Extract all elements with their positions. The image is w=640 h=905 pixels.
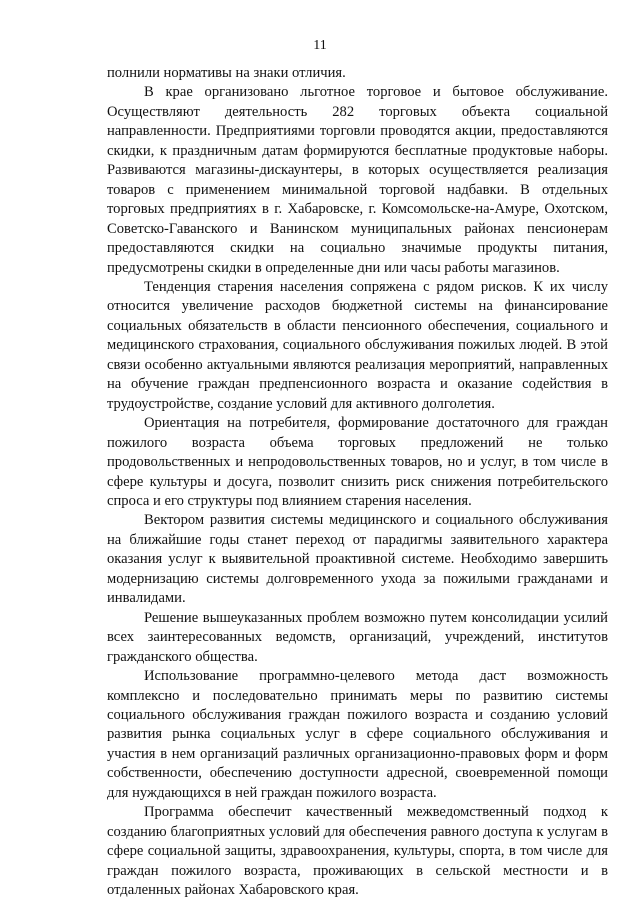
page-number: 11 xyxy=(313,38,327,53)
paragraph-program-method: Использование программно-целевого метода даст возможность комплексно и последовательно принимать меры по развитию системы социального обслуживания граждан пожилого возраста и созданию условий развития рынка социальных услуг в сфере социального обслуживания и участия в нем организаций различных организационно-правовых форм и форм собственности, обеспечению доступности адресной, своевременной помощи для нуждающихся в ней граждан пожилого возраста. xyxy=(107,668,608,801)
paragraph-aging-risks: Тенденция старения населения сопряжена с рядом рисков. К их числу относится увеличение расходов бюджетной системы на финансирование социальных обязательств в области пенсионного обеспечения, социального и медицинского страхования, социального обслуживания пожилых людей. В этой связи особенно актуальными являются реализация мероприятий, направленных на обучение граждан предпенсионного возраста и оказание содействия в трудоустройстве, создание условий для активного долголетия. xyxy=(107,278,608,412)
paragraph-continuation: полнили нормативы на знаки отличия. xyxy=(107,65,346,81)
paragraph-consumer-orientation: Ориентация на потребителя, формирование достаточного для граждан пожилого возраста объема торговых предложений не только продовольственных и непродовольственных товаров, но и услуг, в том числе в сфере культуры и досуга, позволит снизить риск снижения потребительского спроса и его структуры под влиянием старения населения. xyxy=(107,415,608,509)
paragraph-trade-services: В крае организовано льготное торговое и бытовое обслуживание. Осуществляют деятельность 282 торговых объекта социальной направленности. Предприятиями торговли проводятся акции, предоставляются скидки, к праздничным датам формируются бесплатные продуктовые наборы. Развиваются магазины-дискаунтеры, в которых осуществляется реализация товаров с применением минимальной торговой надбавки. В отдельных торговых предприятиях в г. Хабаровске, г. Комсомольске-на-Амуре, Охотском, Советско-Гаванского и Ванинском муниципальных районах пенсионерам предоставляются скидки на социально значимые продукты питания, предусмотрены скидки в определенные дни или часы работы магазинов. xyxy=(107,84,608,276)
body-text xyxy=(107,64,608,900)
paragraph-consolidation: Решение вышеуказанных проблем возможно путем консолидации усилий всех заинтересованных ведомств, организаций, учреждений, институтов гражданского общества. xyxy=(107,609,608,665)
paragraph-development-vector: Вектором развития системы медицинского и социального обслуживания на ближайшие годы станет переход от парадигмы заявительного характера оказания услуг к выявительной проактивной системе. Необходимо завершить модернизацию системы долговременного ухода за пожилыми гражданами и инвалидами. xyxy=(107,512,608,607)
paragraph-program-outcome: Программа обеспечит качественный межведомственный подход к созданию благоприятных условий для обеспечения равного доступа к услугам в сфере социальной защиты, здравоохранения, культуры, спорта, в том числе для граждан пожилого возраста, проживающих в сельской местности и в отдаленных районах Хабаровского края. xyxy=(107,804,608,899)
